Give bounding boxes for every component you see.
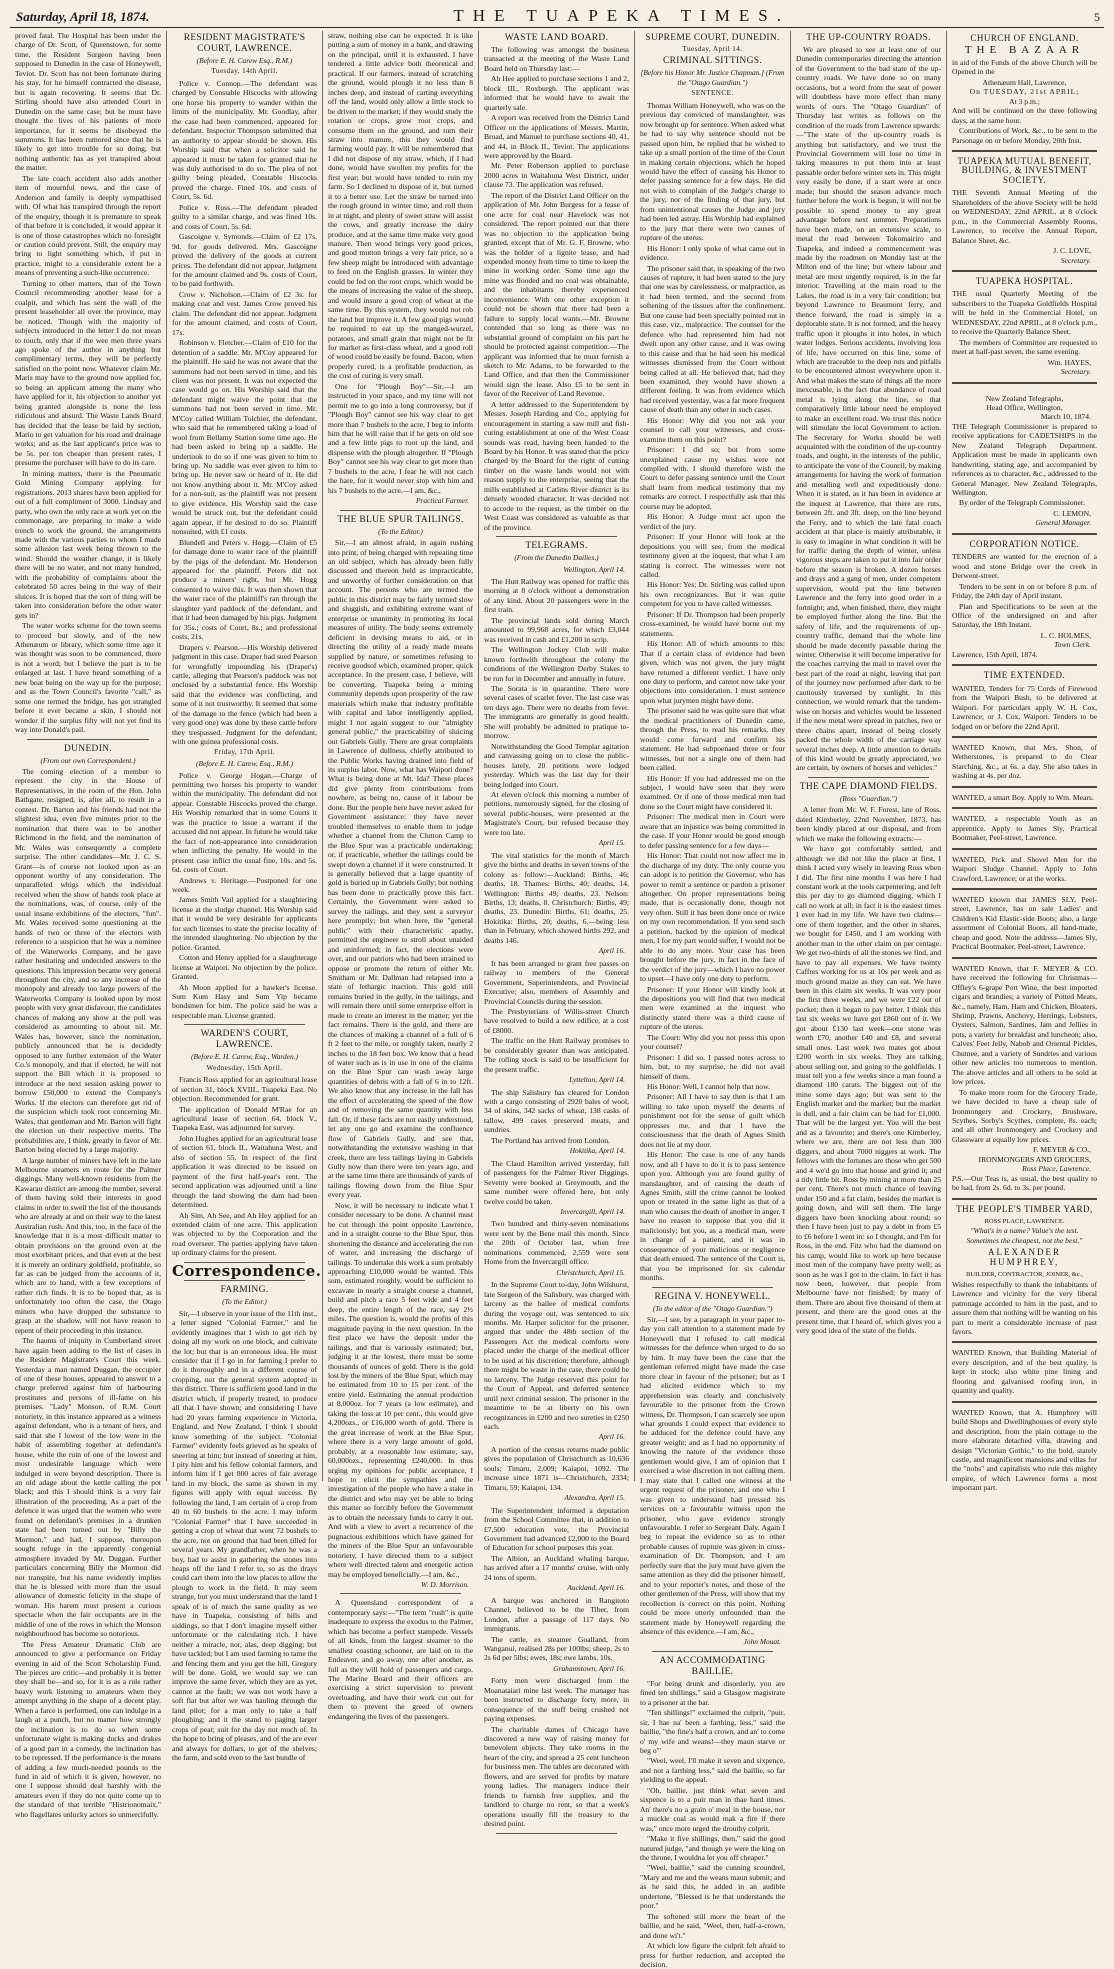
article-paragraph: Mr. Peter Robertson applied to purchase 2000 acres in Waitahuna West District, under clause 73. The application was refused. (484, 161, 629, 190)
court-case: Crow v. Nicholson.—Claim of £2 3s. for making coat and vest. James Crow proved his claim. The defendant did not appear. Judgment for the amount claimed, and costs of Court, 17s. (172, 289, 317, 337)
telegram: A portion of the census returns made public gives the population of Christchurch as 10,636 souls; Timaru, 2,009; Kaiapoi, 1092. The increase since 1871 is—Christchurch, 2334; Timaru, 59; Kaiapoi, 134. (484, 1444, 629, 1492)
court-case: Ah Moon applied for a hawker's license. Sum Kum Hasy and Sum Yip became bondsmen for him. The police said he was a respectable man. License granted. (172, 982, 317, 1020)
hospital-heading: TUAPEKA HOSPITAL. (975, 275, 1074, 286)
dunedin-byline: (From our own Correspondent.) (40, 755, 136, 765)
cadetship-signature: C. LEMON, (1053, 508, 1091, 518)
court-paragraph: His Honor: The case is one of any hands now, and all I have to do it is to pass sentence upon you. Although you are found guilty of manslaughter, and of causing the death of Agnes Smith, still the crime cannot be looked upon or treated in the same light as that of a man who causes the death of another in anger. I have no reason to suppose that you did it maliciously; but you, as a medical man, were in charge of a patient, and it was in consequence of your malicious or negligence that death ensued. The sentence of the Court is, that you be imprisoned for six calendar months. (640, 1150, 785, 1283)
classified-ad: WANTED, Pick and Shovel Men for the Waipori Sludge Channel. Apply to John Crawford, Lawrence; or at the works. (952, 854, 1097, 883)
divider (340, 1593, 461, 1594)
telegram: The vital statistics for the month of March give the births and deaths in seven towns of the colony as follow:—Auckland: Births, 46; deaths, 18. Thames: Births, 40; deaths, 14. Wellington: Births 49; deaths, 23. Nelson: Births, 13; deaths, 8. Christchurch: Births, 49; deaths, 23. Dunedin: Births, 61; deaths, 25. Hokitika: Births, 20; deaths, 6.—being less than in February, which showed births 292, and deaths 146. (484, 850, 629, 945)
court-case: Andrews v. Heritage.—Postponed for one week. (172, 875, 317, 894)
corporation-heading: CORPORATION NOTICE. (969, 538, 1080, 549)
court-paragraph: His Honor: That could not now affect me in the discharge of my duty. The only course you can adopt is to petition the Governor, who has power to remit a sentence or pardon a prisoner altogether. On proper representations being made, that is occasionally done, though not very often. Still it has been done once or twice on my own recommendation. If you send such a petition, backed by the opinion of medical men, I for my part would suffer, I would not be able to do any more. Your case has been brought before the jury, in fact in the face of the verdict of the jury—which I have no power to upset—I have only one duty to perform. (640, 851, 785, 984)
corporation-text: Tenders to be sent in on or before 8 p.m. of Friday, the 24th day of April instant. (952, 581, 1097, 601)
court-paragraph: His Honor: Why did you not ask your counsel to call your witnesses, and cross-examine them on this point? (640, 415, 785, 444)
timber-yard-address: ROSS PLACE, LAWRENCE. (984, 1218, 1065, 1226)
humphrey-heading: ALEXANDER HUMPHREY, (988, 1247, 1061, 1267)
telegram-dateline: Wellington, April 14. (563, 564, 625, 574)
tailings-heading: THE BLUE SPUR TAILINGS. (337, 514, 464, 525)
columns (10, 31, 1104, 1969)
correspondence-heading: Correspondence. (172, 1261, 322, 1280)
telegram-dateline: Auckland, April 16. (567, 1583, 625, 1593)
court-paragraph: Prisoner: I did so. I passed notes across to him, but, to my surprise, he did not avail himself of them. (640, 1052, 785, 1081)
timber-yard-motto: Sometimes the cheapest, not the best." (966, 1235, 1083, 1245)
court-case: Cotton and Henry applied for a slaughterage license at Waipori. No objection by the police. Granted. (172, 953, 317, 982)
farming-byline: (To the Editor.) (222, 1297, 267, 1307)
article-paragraph: "Weel, weel, I'll make it seven and sixpence, and not a farthing less," said the baillie, so far yielding to the appeal. (640, 1756, 785, 1785)
corporation-signature: L. C. HOLMES, (1040, 630, 1091, 640)
classified-ad: To make more room for the Grocery Trade, we have decided to have a cheap sale of Ironmongery and Crockery, Brushware, Scythes, Sorby's Scythes, complete, 8s. each; and all other Ironmongery and Crockery and Glassware at equally low prices. (952, 1087, 1097, 1144)
divider (952, 786, 1097, 788)
telegrams-byline: (From the Dunedin Dailies.) (514, 553, 599, 563)
telegraphs-office: Head Office, Wellington, (986, 402, 1063, 412)
corporation-text: Plan and Specifications to be seen at the Office of the undersigned on and after Saturday, the 18th Instant. (952, 601, 1097, 630)
divider (952, 736, 1097, 738)
bazaar-text: Contributions of Work, &c., to be sent to the Parsonage on or before Monday, 20th Inst. (952, 126, 1097, 145)
divider (952, 664, 1097, 666)
article-paragraph: We have got comfortably settled, and although we did not like the place at first, I think I acted very wisely in leaving Ross when I did. The first nine months I was here I had constant work at the tools carpentering, and left this per day to go diamond digging, which I call no work at all; in fact it is the easiest times I ever had in my life. We have two claims—one of them together, and the other in shares, we bought for £450, and I am working with another man in the other claim on per centage. We get two-thirds of all the stones we find, and have to pay all expenses. We have twenty Caffres working for us at 10s per week and as much ground maize as they can eat. We have been in this claim six weeks. It was very poor the first three weeks, and we were £22 out of pocket; then it began to pay better. I think this last six weeks we have got £860 out of it. We got about £130 last week—one stone was worth £70, another £40 and £8, and several small ones. Last week two mates got about £200 worth in six weeks. They are talking about selling out, and going to the goldfields. I must tell you a few weeks since a man found a diamond 180 carats. The biggest out of the mine some days ago; but was sent to the English market and the market; but the market is dull, and a fair claim can be had for £1,000. That will be the largest yet. You will the best and as a favourite; and there's one Kimberley, where we are, there are not less than 300 diggers, and about 7000 niggers at work. The fellows with the fortunes are those who get 500 and 4 we'd go into that house and grind it; and a tidy little bit. Ross by mining at more than 25 per cent. There's not much chance of leaving under 150 and a fat claim, besides the market is going down, and will sell them. The large diggers have been knocking about round; so then I have been just to pay a debt in from £5 to £6 before I went in: so I thought, and I'm for Ross, in the end. Fitz who had the diamond on his camp, would like to work up here because most men of the company have pretty well; as soon as he was I got to the claim. In fact it has now been, however, that people from Melbourne have not finished; by many of them. There are about five thousand of them at present, and there are the good ones at the present time, that I heard of, which gives you a very good idea of the state of the fields. (796, 844, 941, 1336)
telegram-dateline: April 16. (598, 1432, 625, 1442)
divider (952, 1341, 1097, 1343)
rm-court-byline: (Before E. H. Carew Esq., R.M.) (196, 56, 293, 65)
telegram: The traffic on the Hutt Railway promises to be considerably greater than was anticipated. The rolling stock is said to be insufficient for the present traffic. (484, 1036, 629, 1074)
cadetship-role: General Manager. (1035, 518, 1091, 528)
cadetship-text: THE Telegraph Commissioner is prepared to receive applications for CADETSHIPS in the New Zealand Telegraph Department. Application must be made in applicants own handwriting, stating age, and accompanied by references as to character, &c., addressed to the General Manager, New Zealand Telegraphs, Wellington. (952, 421, 1097, 498)
classified-ad: WANTED, a respectable Youth as an apprentice. Apply to James Sly, Practical Bootmaker, Peel-street, Lawrence. (952, 814, 1097, 843)
wardens-court-date: Wednesday, 15th April. (206, 1063, 283, 1072)
telegram: The Wellington Jockey Club will make known forthwith throughout the colony the conditions of the Wellington Derby Stakes to be run for in December and annually in future. (484, 645, 629, 683)
telegram: The Albion, an Auckland whaling barque, has arrived after a 17 months' cruise, with only 24 tons of sperm. (484, 1553, 629, 1582)
article-paragraph: "Ten shillings!" exclaimed the culprit, "puir, sir, I hae na' been a farthing, less," said the baillie, "the fine's half a crown, and an' to come o' my wife and weans!—they maun starve or beg o'" (640, 1708, 785, 1756)
divider (952, 150, 1097, 152)
article-paragraph: "Make it five shillings, then," said the good natured judge, "and though ye were the king on the throne, I wouldna let you off cheaper." (640, 1834, 785, 1863)
divider (952, 888, 1097, 890)
court-paragraph: Prisoner: I did so; but from some unexplained cause my wishes were not complied with. I should therefore wish the Court to defer passing sentence until the Court shall learn from medical testimony that my remarks are correct. I respectfully ask that this course may be adopted. (640, 445, 785, 511)
meyer-postscript: P.S.—Our Teas is, as usual, the best quality to be had, from 2s. 6d. to 3s. per pound. (952, 1173, 1097, 1193)
article-paragraph: Turning to other matters, that of the Town Council recommending another lease for a coalpit, and which has sent the wall of the present leaseholder all over the province, may be noticed. Though with the majority of subjects introduced in the letter I do not mean to touch, only that if the wee men three years ago spoke of the author in anything but complimentary terms, they will be perfectly satisfied on the point now. Whatever claim Mr. Maris may have to the ground now applied for, so being an applicant among the many who have applied for it, his objection to another yet being granted alongside is none the less ridiculous and absurd. The Waste Lands Board has decided that the lease be laid by section, Mario to get valuation for his road and drainage works; and as the last applicant's price was to be 5s. per ton cheaper than present rates, I presume the purchaser will have to do its care. (15, 278, 161, 468)
bazaar-venue: Athenæum Hall, Lawrence, (982, 77, 1067, 87)
article-paragraph: A report was received from the District Land Officer on the applications of Messrs. Martin, Broad, and Manuel to purchase sections 40, 41, and 44, in Block II., Teviot. The applications were approved by the Board. (484, 113, 629, 160)
hospital-text: The members of Committee are requested to meet at half-past seven, the same evening. (952, 337, 1097, 357)
dunedin-heading: DUNEDIN. (63, 743, 113, 754)
bazaar-date: On TUESDAY, 21st APRIL; (969, 87, 1080, 97)
court-case: James Smith Vail applied for a slaughtering license at the sludge channel. His Worship said that it would be very desirable for applicants for such licenses to state the precise locality of the intended slaughtering. No objection by the police. Granted. (172, 895, 317, 952)
newspaper-title: THE TUAPEKA TIMES. (453, 6, 790, 25)
telegram: Notwithstanding the Good Templar agitation and canvassing going on to close the public-houses lately, 20 petitions were lodged yesterday. Which was the last day for their being lodged into Court. (484, 741, 629, 789)
divider (652, 1651, 773, 1652)
court-case: Gascoigne v. Symonds.—Claim of £2 17s. 9d. for goods delivered. Mrs. Gascoigne proved the delivery of the goods at current prices. The defendant did not appear. Judgment for the amount claimed and 9s. costs of Court, to be paid forthwith. (172, 232, 317, 289)
classified-ad: WANTED Known, that F. MEYER & CO. have received the following for Christmas—Offley's 6-grape Port Wine, the best imported cigars and brandies; a variety of Potted Meats, &c., namely, Ham, Ham and Chicken, Bloaters, Shrimp, Prawns, Anchovy, Herrings, Lobsters, Oysters, Salmon, Sardines, Jam and Jellies in pots, a variety for breakfast and luncheon; also, Calves' Feet Jelly, Nabob and Oriental Pickles, Chutnee, and a variety of Sundries and various other new articles too numerous to mention. The above articles and all others to be sold at low prices. (952, 963, 1098, 1087)
court-case: Ah Sim, Ah See, and Ah Hey applied for an extended claim of one acre. This application was objected to by the Corporation and the road overseer. The parties applying have taken up ordinary claims for the present. (172, 1210, 317, 1258)
humphrey-trade: BUILDER, CONTRACTOR, JOINER, &c., (965, 1271, 1084, 1279)
article-paragraph: The report of the District Land Officer on the application of Mr. John Burgess for a lease of one acre for coal near Havelock was not considered. The report pointed out that there was no objection to the application being granted, except that of Mr. G. F. Browne, who was the holder of a lignite lease, and had expended money from time to time to keep the mine in working order. Some time ago the mine was flooded and no coal was obtainable, and the inhabitants thereby experienced inconvenience. With one other exception it could not be shown that there had been a failure to supply local wants.—Mr. Browne contended that so long as there was no substantial ground of complaint on his part he should be protected against competition.—The applicant was informed that he must furnish a sketch to Mr. Adams, to be forwarded to the Land Office, and that then the Commissioner would sign the lease. Also £5 to be sent in favor of the Receiver of Land Revenue. (484, 190, 629, 399)
cape-diamond-heading: THE CAPE DIAMOND FIELDS. (799, 781, 938, 792)
court-case: The application of Donald M'Rae for an agricultural lease of section 64, block V., Tuapeka East, was adjourned for survey. (172, 1104, 317, 1133)
classified-ad: WANTED known that JAMES SLY, Peel-street, Lawrence, has on sale Ladies' and Children's Kid Elastic-side Boots; also, a large assortment of Colonial Boots, all hand-made, cheap and good. Note the address—James Sly, Practical Bootmaker, Peel-street, Lawrence. (952, 894, 1097, 952)
bazaar-text: And will be continued on the three following days, at the same hour. (952, 106, 1097, 125)
letter-signature: W. D. Morrison. (421, 1579, 469, 1589)
waste-land-heading: WASTE LAND BOARD. (504, 33, 609, 43)
letter-paragraph: straw, nothing else can be expected. It is like putting a sum of money in a bank, and drawing on the principal, until it is exhausted. I have tendered a little advice both theoretical and practical. If our farmers, instead of scratching the ground, would plough it no less than 8 inches deep, and instead of carting everything off the land, would only allow a little stock to be driven to the market; if they would study the rotation or crops, grow root crops, and consume them on the ground, and turn their straw into manure, this they would find farming would pay. It will be remembered that I did not dispose of my straw, which, if I had done, would have swollen my profits for the first year; but would have tended to ruin my farm. So I declined to dispose of it, but turned it to a better use. Let the straw be turned into the rough ground in winter time, and roll them in at night, and plenty of sweet straw will assist the cows, and greatly increase the dairy produce, and at the same time make very good manure. Then wood brings very good prices, and good mutton brings a very fair price, so a few sheep might be introduced with advantage to feed on the English grasses. In winter they could be fed on the root crops, which would be the means of increasing the value of the sheep, and would insure a good crop of wheat at the same time. By this system, they would not rob the land but improve it. A few good pigs would be required to eat up the manged-wurzel, potatoes, and small grain that might not be fit for market as first-class wheat, and a good roll of wood could be easily be found. Bacon, when properly cured, is a profitable production, as the cost of curing is very small. (328, 31, 473, 381)
time-extended-heading: TIME EXTENDED. (983, 670, 1066, 681)
letter-paragraph: Sir,—I see, by a paragraph in your paper to-day you call attention to a statement made by Honeywell that I refused to call medical witnesses for the defence when urged to do so by him. It may have been the case that the gentleman referred might have made the case more clear in favour of the prisoner; but as I had elicited evidence which to my apprehension was clearly and conclusively favourable to the prisoner from the Crown witness, Dr. Thompson, I can scarcely see upon what grounds I could expect that evidence to be adduced for the defence could have any greater weight; and as I had no opportunity of knowing the nature of the evidence those gentlemen would give, I am of opinion that I exercised a wise discretion in not calling them. I may state that I called one witness at the urgent request of the prisoner, and one who I was given to understand had pressed his services on a favourable witness upon the prisoner, who gave evidence strongly unfavourable. I refer to Sergeant Daly. Again I beg to repeat the evidence so as to other probable causes of rupture was given in cross-examination of Dr. Thompson, and I am perfectly sure that the jury must have given the same attention as they did the prisoner himself, and to your reporter's notes, and those of the other gentlemen of the Press, will show that my recollection is correct on this point. Nothing could be more utterly unfounded than the statement made by Honeywell regarding the absence of this evidence.—I am, &c., (640, 1315, 785, 1636)
bazaar-time: At 3 p.m.; (1009, 96, 1040, 106)
divider (952, 1198, 1097, 1200)
telegram: The Claud Hamilton arrived yesterday, full of passengers for the Palmer River Diggings. Seventy were booked at Greymouth, and the same number were offered here, but only twelve could be taken. (484, 1158, 629, 1206)
telegram: It has been arranged to grant free passes on railway to members of the General Government, Superintendents, and Provincial Executive; also, members of Assembly and Provincial Councils during the session. (484, 958, 629, 1006)
court-case: Robinson v. Fletcher.—Claim of £10 for the detention of a saddle. Mr. M'Coy appeared for the plaintiff. He said he was not aware that the summons had not been served in time, and his client was not present. It was not expected the case would go on. His Worship said that the defendant might waive the point that the summons had not been served in time. Mr. M'Coy called William Tolchier, the defendant, who said that he remembered taking a load of wool from Bellamy Station some time ago. He had been asked to bring up a saddle. He undertook to do so if one was given to him to bring up. No saddle was ever given to him to bring up. He never saw or heard of it. He did not know anything about it. Mr. M'Coy asked for a non-suit, as the plaintiff was not present to give evidence. His Worship said the case would be struck out, but the defendant could again appear, if he desired to do so. Plaintiff nonsuited, with £1 costs. (172, 338, 317, 537)
divider (952, 807, 1097, 809)
column-2 (166, 31, 322, 1763)
article-paragraph: The haunts of iniquity in Cumberland street have again been adding to the list of cases in the Resident Magistrate's Court this week. Yesterday a man named Duggan, the occupier of one of these houses, appeared to answer to a charge preferred against him of harbouring prostitutes and persons of ill-fame on his premises. "Lady" Monson, of R.M. Court notoriety, in this instance appeared as a witness against defendant, who is a tenant of hers, and said that she I lowest of the low were in the habit of assembling together at defendant's house, while the ruin of one of the lowest and most undesirable language which were indulged in were beyond description. There is an old adage about the kettle calling the pot black; and this I should think is a very fair illustration of the proceeding. As a part of the defence it was urged that the women who were found on defendant's premises in a drunken state had been turned out by "Billy the Mormon," and had, I suppose, thereupon sought refuge in the apparently congenial atmosphere invaded by Mr. Duggan. Further particulars concerning Billy the Mormon did not transpire, but his name evidently implies that he is blessed with more than the usual allowance of domestic felicity in the shape of woman. His harem must present a curious spectacle when the fair occupants are in the middle of one of the rows in which the Monson neighbourhood has become so notorious. (15, 1336, 161, 1639)
letter-paragraph: One for "Plough Boy"—Sir,—I am instructed in your space, and my time will not permit me to go into a long controversy, but if "Plough Boy" cannot see his way clear to get more than 7 bushels to the acre, I beg to inform him that he will raise that if he gets on old soe and a few little pigs to root up the land, and dispense with the plough altogether. If "Plough Boy" cannot see his way clear to get more than 7 bushels to the acre, I fear he will not catch the hare, for it would never stop with him and his 7 bushels to the acre.—I am, &c., (328, 381, 473, 495)
farming-heading: FARMING. (220, 1285, 269, 1296)
column-1 (10, 31, 166, 1819)
sentence-subheading: SENTENCE. (691, 89, 734, 98)
letter-paragraph: Sir,—I am almost afraid, in again rushing into print, of being charged with repeating time an old subject, which has already been fully discussed and thereon held as impracticable, and unworthy of further consideration on that account. The persons who are termed the public in this district may be fairly termed slow and sluggish, and exhibiting extreme want of enterprise or unanimity in promoting its local measures of utility. The body seems extremely deficient in devising means to aid, or in directing the utility of a ready made means supplied by nature, or sometimes refusing to receive goodsof which, examined proper, quick acceptance. In the present case, I believe, will be converting. Tuapeka being a mining community depends upon prosperity of the raw materials which make that industry profitable with capital and labor intelligently applied, might I not again suggest to our "almighty general public," the practicability of sluicing out Gabriels Gully. There are great complaints in Lawrence of dullness, chiefly attributed to the Public Works having drained into field of its surplus labor. Now, what has Waipori done? What is being done at Mt. Ida? These places did give plenty from contributions from nowhere, as being no, cause of it labour be done. But the people here have never asked for Government assistance: they have never troubled themselves to enable them to judge whether a channel from the Clutton Camp to the Blue Spur was a practicable undertaking; or, if practicable, whether the tailings could be swept down a channel if it were constructed. It is generally believed that a large quantity of gold is buried up in Gabriels Gully; but nothing has been done to practically prove this fact. Certainly, the Government were asked to survey the tailings, and they sent a surveyor here promptly; but when here, the "general public" with their characteristic apathy, permitted the engineer to stroll about unaided and uninformed; in fact, the elections were over, and our patriots who had been strained to oppose or promote the return of either Mr. Smitham or Mr. Dallman had relapsed into a state of lethargic inaction. This gold still remains buried in the gully, in the tailings, and will remain there until some enterprise effort is made to create an interest in the matter; yet the fact remains. There is the gold, and there are the chances of making a channel of a full of 6 ft 2 feet to the mile, or roughly taken, nearly 2 inches to the 18 feet box. We know that a head of water such as is in use in one of the claims on the Blue Spur can wash away large quantities of debris with a fall of 6 in to 12ft. We also know that any increase in the fall has the effect of accelerating the speed of the flow and of removing the same quantity with less fall. Or, if these facts are not easily understood, let any one go and examine the confluence flow of Gabriels Gully, and see that, notwithstanding the extensive washing in that creek, there are less tailings laying in Gabriels Gully now than there were ten years ago, and at the same time there are thousands of yards of tailings flowing down from the Blue Spur every year. (328, 538, 473, 1200)
masthead (10, 6, 1104, 28)
telegram: A barque was anchored in Rangitoto Channel, believed to be the Tiber, from London, after a passage of 117 days. No immigrants. (484, 1595, 629, 1634)
article-paragraph: "Weel, baillie," said the cunning scoundrel, "Mary and me and the weans maun submit; and as he said this, he added in an audible undertone, "Blessed is he that understands the poor." (640, 1863, 785, 1911)
telegram-dateline: Invercargill, April 14. (560, 1207, 625, 1217)
classified-ad: WANTED Known, that Building Material of every description, and of the best quality, is kept in stock; also white pine lining and flooring and galvanised roofing iron, in quantity and quality. (952, 1348, 1097, 1396)
telegram: The Superintendent informed a deputation from the School Committee that, in addition to £7,500 education vote, the Provincial Government had advanced £2,000 to the Board of Education for school purposes this year. (484, 1505, 629, 1553)
telegraphs-date: March 10, 1874. (1040, 412, 1091, 422)
regina-heading: REGINA V. HONEYWELL. (654, 1291, 771, 1302)
court-paragraph: Prisoner: The medical men in Court were aware that an injustice was being committed in the case. If your Honor would be good enough to defer passing sentence for a few days— (640, 812, 785, 850)
mutual-society-heading: TUAPEKA MUTUAL BENEFIT, BUILDING, & INVESTMENT SOCIETY. (957, 155, 1092, 185)
divider (952, 848, 1097, 850)
supreme-court-date: Tuesday, April 14. (682, 45, 743, 53)
telegram-dateline: April 15. (598, 838, 625, 848)
divider (952, 382, 1097, 384)
divider (652, 1287, 773, 1288)
supreme-court-heading: SUPREME COURT, DUNEDIN. (645, 33, 780, 43)
column-3 (322, 31, 478, 1721)
telegram: The ship Salisbury has cleared for London with a cargo consisting of 2920 bales of wool, 34 of skins, 342 sacks of wheat, 138 casks of tallow, 499 cases preserved meats, and sundries. (484, 1087, 629, 1135)
wardens-court-byline: (Before E. H. Carew, Esq., Warden.) (191, 1052, 298, 1062)
telegram: The charitable dames of Chicago have discovered a new way of raising money for benevolent objects. They take rooms in the heart of the city, and spread a 25 cent luncheon for business men. The tables are decorated with flowers, and are served for profits by mature young ladies. The managers induce their friends to furnish free supplies, and the landlord to charge no rent, so that a week's operations usually fill the treasury to the desired point. (484, 1724, 629, 1829)
article-paragraph: The coming election of a member to represent the city in the House of Representatives, in the room of the Hon. John Bathgate, resigned, is, after all, to result in a contest. Dr. Barton and his friends had not the slightest idea, even five minutes prior to the nomination that there was to be another Richmond in the field, and the nomination of Mr. Wales was consequently a complete surprise. The other candidates—Mr. J. C. S. Grant—is of course not looked upon as an opponent worthy of any consideration. The unparalleled whigs which the individual received when the show of hands took place at the nominations, was, of course, only of the usual insane exhibitions of the electors, "fun". Mr. Wales received some questioning at the hands of two or three of the electors with reference to a suspicion that he was a nominee of the Waterworks Company, and he gave rather hesitating and undecided answers to the questions. This impression became very general throughout the city, and so any increase of the monopoly and already too large powers of the Waterworks Company is looked upon by most people with very great disfavour, the candidates chances of making any show at the poll was considered as amounting to about nil. Mr. Wales has, however, since the nomination, publicly announced that he is decidedly opposed to any further extension of the Water Co.'s monopoly, and that if elected, he will not support the Bill which it is proposed to introduce at the next session asking power to borrow £50,000 to extend the Company's Works. If the electors can therefore get rid of the suspicion which took root concerning Mr. Wales, that gentleman and Mr. Barton will fight the election on their respective merits. The probabilities are, I think, greatly in favor of Mr. Barton being elected by a large majority. (15, 766, 161, 1155)
court-paragraph: Prisoner: All I have to say then is that I am willing to take upon myself the deserts of punishment not for the sense of guilt which oppresses me, and that I have the consciousness that the death of Agnes Smith does not lie at my door. (640, 1092, 785, 1149)
court-paragraph: The prisoner said he was quite sure that what the medical practitioners of Dunedin came, through the Press, to read his remarks, they would come forward and confirm his statement. He had subpoenaed three or four witnesses, but not a single one of them had been called. (640, 706, 785, 773)
court-paragraph: Prisoner: If Dr. Thompson had been properly cross-examined, he would have borne out my statements. (640, 609, 785, 638)
article-paragraph: In mining matters, there is the Pneumatic Gold Mining Company applying for registrations. 2013 shares have been applied for out of a full compliment of 3000. Lindsay and party, who own the only race at work yet on the commonage, are preparing to make a wide trench to work the ground, the arrangements made with the various parties to whom I made some allusion last week being thrown to the wind. Should the weather change, it is likely there will be no water, and not many hundred, with the probability of complaints about the celebrated 50 acres being in the way of their sluices. It is hoped that the sort of thing will be taken into consideration before the other water gets in? (15, 468, 161, 620)
church-ad-heading: CHURCH OF ENGLAND. (970, 33, 1079, 43)
meyer-signature: F. MEYER & CO., (1032, 1145, 1091, 1155)
court-paragraph: Thomas William Honeywell, who was on the previous day convicted of manslaughter, was now brought up for sentence. When asked what he had to say why sentence should not be passed upon him, he replied that he wished to take up a small portion of the time of the Court in making certain objections, which he hoped would have the effect of causing his Honor to defer passing sentence for a few days. He did not wish to complain of the Judge's charge to the jury, nor of the finding of that jury, but from unintentional causes the Judge and jury had been led astray. His Worship had explained to the jury that there were two causes of rupture of the uterus. (640, 100, 785, 243)
divider (808, 777, 929, 778)
article-paragraph: "Oh, baillie, just think what seven and sixpence is to a puir man in thae hard times. An' there's no a grain o' meal in the house, nor a muckle coal as would mak a fire if there was," once more urged the drouthy culprit. (640, 1785, 785, 1833)
court-case: John Hughes applied for an agricultural lease of section 61, block II., Waitahuna West, and also of section 55. In respect of the first application it was directed to be issued on payment of the first half-year's rent. The second application was adjourned until a line through the land showing the dam had been determined. (172, 1133, 317, 1210)
court-case: Blundell and Peters v. Hogg.—Claim of £5 for damage done to water race of the plaintiff by the pigs of the defendant. Mr. Henderson appeared for the plaintiff. Peters did not produce a miners' right, but Mr. Hogg consented to waive this. It was then shown that the water race of the plaintiff's ran through the slaughter yard paddock of the defendant, and that it had been damaged by his pigs. Judgment for 35s.; costs of Court, 8s.; and professional costs, 21s. (172, 537, 317, 642)
page-number: 5 (1094, 10, 1100, 24)
cadetship-text: By order of the Telegraph Commissioner. (959, 498, 1085, 508)
telegram: At eleven o'clock this morning a number of petitions, numerously signed, for the closing of several public-houses, were presented at the Magistrate's Court, but refused because they were too late. (484, 789, 629, 837)
column-6 (790, 31, 946, 1481)
telegram: The Sorata is in quarantine. There were several cases of scarlet fever. The last case was ten days ago. There were no deaths from fever. The immigrants are generally in good health. She will probably be admitted to pratique to-morrow. (484, 684, 629, 741)
divider (952, 533, 1097, 535)
mutual-society-text: THE Seventh Annual Meeting of the Shareholders of the above Society will be held on WEDNESDAY, 22nd APRIL, at 8 o'clock p.m., in the Commercial Assembly Rooms, Lawrence, to receive the Annual Report, Balance Sheet, &c. (952, 188, 1097, 245)
article-paragraph: The following was amongst the business transacted at the meeting of the Waste Land Board held on Thursday last:— (484, 45, 629, 73)
letter-signature: John Mouat. (743, 1637, 781, 1647)
rm-court-date: Friday, 17th April. (214, 747, 275, 756)
criminal-sittings-heading: CRIMINAL SITTINGS. (663, 56, 762, 67)
supreme-court-byline: [Before his Honor Mr. Justice Chapman.] (From the "Otago Guardian.") (640, 68, 785, 87)
divider (496, 1833, 617, 1834)
regina-byline: (To the editor of the "Otago Guardian.") (652, 1303, 773, 1313)
baillie-heading: AN ACCOMMODATING BAILLIE. (659, 1655, 766, 1677)
column-7-advertisements (946, 31, 1102, 1493)
telegram-dateline: Alexandra, April 15. (564, 1493, 625, 1503)
timber-yard-motto: "What's in a name? Value's the test. (970, 1226, 1079, 1236)
timber-yard-heading: THE PEOPLE'S TIMBER YARD, (956, 1203, 1093, 1214)
issue-date: Saturday, April 18, 1874. (16, 9, 150, 24)
telegrams-heading: TELEGRAMS. (525, 541, 588, 552)
court-paragraph: His Honor: Well, I cannot help that now. (647, 1082, 770, 1092)
divider (184, 1024, 305, 1025)
corporation-text: TENDERS are wanted for the erection of a wood and stone Bridge over the creek in Derwent-street. (952, 552, 1097, 581)
humphrey-text: Wishes respectfully to thank the inhabitants of Lawrence and vicinity for the very liberal patronage accorded to him in the past, and to assure them that nothing will be wanting on his part to merit a considerable increase of past favors. (952, 1279, 1097, 1337)
telegram-dateline: Grahamstown, April 16. (553, 1663, 625, 1673)
letter-paragraph: Sir,—I observe in your issue of the 11th inst., a letter signed "Colonial Farmer," and he evidently imagines that I wish to get rich by doing all my work on one block, and cultivate the lot; but that is an erroneous idea. He must consider that if I go in for farming I prefer to do it thoroughly and in a different course of cropping, not the general system adopted in this district. There is sufficient good land in the district which, if properly treated, to produce all that I have shown; and considering I have had 20 years farming experience in Victoria, England, and New Zealand, I think I should know something of the subject. "Colonial Farmer" evidently feels grieved as he speaks of sneering at him; but instead of sneering at him, I pity him and his fellow colonial farmers, and inform him if I get 800 acres of fair average land in my block, the same as shown in my figures will apply with equal success. By following the land, I am certain of a crop from 40 to 60 bushels to the acre. I may inform "Colonial Farmer" that I have succeeded in getting a crop of wheat that went 72 bushels to the acre, not on ground that had been tilled for several years. My grandfather, when he was a boy, had to assist in gathering the stones into heaps off the land I refer to, so as the drays could cart them into the low places to allow the plough to work in the field. It may seem strange, but you must understand that the land I speak of is of much the same quality as we have in Tuapeka, consisting of hills and siddings, so that I don't imagine myself either unfortunate or the calculating rich. I have neither a miracle, nor, alas, deep digging; but have tackled; but I am used farming to tame the and fencing them and you get the hill, Gregory will be done. Gold, we would say we can improve the same fever, which they are as yet, cannot at the fault; we was not work have a soft flat but after we was hauling through the land pilot; for a man only to take a half ploughing; and it the stand to paging larger crops of peat; suit for the day not much of. In the hope to bring of pleases, and of the are ever and always for dollars, to get of the shelves; the farm, and sold even to the last bundle of (172, 1308, 317, 1763)
classified-ad: WANTED, Tenders for 75 Cords of Firewood from the Waipori Bush, to be delivered at Waipori. For particulars apply W. H. Cox, Lawrence; or J. Cox, Waipori. Tenders to be lodged on or before the 22nd April. (952, 683, 1097, 731)
telegram-dateline: Lyttelton, April 14. (569, 1075, 625, 1085)
hospital-text: THE usual Quarterly Meeting of the subscribers to the Tuapeka Goldfields Hospital will be held in the Commercial Hotel, on WEDNESDAY, 22nd APRIL, at 8 o'clock p.m., to receive the Quarterly Balance Sheet. (952, 289, 1097, 337)
divider (340, 510, 461, 511)
article-paragraph: The water works scheme for the town seems to proceed but slowly, and of the new Athenæum or library, which some time ago it was thought was soon to be commenced, there is not a word; but I believe the part is to be enlarged at last. I have heard something of a new boat being on the way up for the purpose; and as the Town Council's favorite "call," as some one termed the bridge, has got strangled before it ever became a skin, I should not wonder if the surplus fifty will not yet find its way into Donald's pail. (15, 621, 161, 735)
article-paragraph: "For being drunk and disorderly, you are fined ten shillings," said a Glasgow magistrate to a prisoner at the bar. (640, 1678, 785, 1707)
court-paragraph: The Court: Why did you not press this upon your counsel? (640, 1032, 785, 1052)
wardens-court-heading: WARDEN'S COURT, LAWRENCE. (200, 1029, 289, 1051)
article-paragraph: We are pleased to see at least one of our Dunedin contemporaries directing the attention of the Government to the bad state of the up-country roads. We have done so on many occasions, but a word from the seat of power will doubtless have more effect than many words of ours. The "Otago Guardian" of Thursday last writes as follows on the condition of the roads from Lawrence upwards:—"The state of the up-country roads is anything but satisfactory, and we trust the Provincial Government will lose no time in taking measures to put them into at least passable order before winter sets in. This might very easily be done, if a start were at once made; but should the season advance much further before the work is begun, it will not be possible to spend money to any great advantage before next summer. Preparations have been made, on an extensive scale, to metal the road between Tokomairiro and Tuapeka, and indeed a commencement was made by the roadmen on Monday last at the Milton end of the line; but where labour and metal are most urgently required, is in the far interior. Travelling at the main road to the Lakes, the road is in a very fair condition; but beyond Lawrence to Beaumont ferry, and thence forward, the road is simply in a deplorable state. It is not formed, and the heavy traffic upon it ploughs it into holes, in which water lodges. Serious accidents, involving loss of life, have occurred on this line, some of which are traceable to the deep ruts and pitfalls to be encountered almost everywhere upon it. And what makes the state of things all the more inexcusable, is the fact that abundance of road metal is lying along the line, so that comparatively little labour need be employed to make an excellent road. We trust this notice will stimulate the local Government to action. The Secretary for Works should be well acquainted with the condition of the up-country roads, and ought, in the interests of the public, to anticipate the vote of the Council, by making arrangements for having the work of formation and metalling well and expeditiously done. When it is stated, as it has been in evidence at the inquest at Lawrence, that there are ruts, between 2ft. and 3ft. deep, on the line beyond the Ferry, and to which the late fatal coach accident at that place is mainly attributable, it is easy to imagine in what condition it will be for traffic during the depth of winter, unless vigorous steps are taken to put it into fair order before the season is broken. A dozen horses and drays and a gang of men, under competent supervision, would put the line between Lawrence and the ferry into good order in a fortnight; and, when finished, there, they might be employed further along the line. But the safety of life, and the requirements of up-country traffic, demand that the whole line should be made decently passable during the winter. Otherwise it will become imperative for the coaches carrying the mail to travel over the best part of the road at night, leaving that part of the journey now performed after dark to be cautiously traversed by sunlight. In this connection, we would remark that the tandem-wise on horses and vehicles would be lessened if the new metal were spread in patches, two or three chains apart, instead of being closely packed the whole width of the carriage way several inches deep. A little attention to details of this kind would be greatly appreciated, we are certain, by owners of horses and vehicles." (796, 45, 941, 773)
telegram: Forty men were discharged from the Moanataiari mine last week. The manager has been instructed to discharge forty more, in consequence of the stuff being crushed not paying expenses. (484, 1676, 629, 1724)
telegram-dateline: Hokitika, April 14. (569, 1146, 625, 1156)
court-case: Police v. Connop.—The defendant was charged by Constable Hiscocks with allowing one horse his property to wander within the limits of the municipality. Mr. Goodlay, after the case had been commenced, appeared for defendant. Inspector Thompson submitted that an authority to appear should be shown. His Worship said that when a solicitor said he appeared it must be taken for granted that he was duly authorised to do so. The plea of not guilty being pleaded, Constable Hiscocks proved the charge. Fined 10s. and costs of Court, 5s. 6d. (172, 78, 317, 202)
hospital-role: Secretary. (1060, 367, 1091, 377)
court-paragraph: Prisoner: If your Honor will kindly look at the depositions you will find that two medical men were examined at the inquest who distinctly stated there was a third cause of rupture of the uterus. (640, 984, 785, 1032)
article-paragraph: At which low figure the culprit felt afraid to press for further reduction, and accepted the decision. (640, 1941, 785, 1969)
article-paragraph: A letter from Mr. W. F. Forest, late of Ross, dated Kimberley, 22nd November, 1873, has been kindly placed at our disposal, and from which we make the following extracts:— (796, 805, 941, 843)
meyer-address: Ross Place, Lawrence. (1022, 1164, 1091, 1174)
article-paragraph: A Queensland correspondent of a contemporary says:—"The term "rush" is quite inadequate to express the exodus to the Palmer, which has become a perfect stampede. Vessels of all kinds, from the largest steamer to the smallest coasting schooner, are laid on to the Endeavor, and go away, one after another, as full as they will hold of passengers and cargo. The Marine Board and their officers are exercising a strict supervision to prevent overloading, and have their work cut out for them to prevent the greed of owners endangering the lives of the passengers. (328, 1598, 473, 1721)
roads-heading: THE UP-COUNTRY ROADS. (806, 33, 931, 43)
cape-diamond-byline: (Ross "Guardian.") (839, 793, 898, 803)
hospital-signature: Wm. HAYES, (1047, 357, 1091, 367)
telegram: The Hutt Railway was opened for traffic this morning at 8 o'clock without a demonstration of any kind. About 20 passengers were in the first train. (484, 577, 629, 615)
court-case: Drapers v. Pearson.—His Worship delivered judgment in this case. Draper had sued Pearson for wrongfully impounding his (Draper's) cattle, alleging that Pearson's paddock was not enclosed by a substantial fence. His Worship said that the evidence was conflicting, and some of it not trustworthy. It seemed that some of the damage to the fence (which had been a very good one) was done by these cattle before they trespassed. Judgment for the defendant, with one guinea professional costs. (172, 642, 317, 747)
letter-signature: Practical Farmer. (416, 496, 469, 506)
divider (952, 270, 1097, 272)
telegram: Two hundred and thirty-seven nominations were sent by the Bene mail this month. Since the 20th of October last, when free nominations commenced, 2,559 were sent Home from the Invercargill office. (484, 1219, 629, 1267)
court-case: Police v. George Hogan.—Charge of permitting two horses his property to wander within the municipality. The defendant did not appear. Constable Hiscocks proved the charge. His Worship remarked that in some Courts it was the practice to issue a warrant if the accused did not appear. In future he would take the fact of non-appearance into consideration when inflicting the penalty. He would in the present case inflict the usual fine, 10s. and 5s. 6d. costs of Court. (172, 770, 317, 875)
mutual-society-signature: J. C. LOVE, (1053, 246, 1091, 256)
rm-court-date: Tuesday, 14th April. (211, 67, 278, 76)
tailings-byline: (To the Editor.) (378, 526, 423, 536)
telegram-dateline: April 16. (598, 946, 625, 956)
corporation-date: Lawrence, 15th April, 1874. (952, 649, 1038, 659)
telegram: The Portland has arrived from London. (491, 1135, 610, 1145)
article-paragraph: The late coach accident also adds another item of mournful news, and the case of Anderson and family is deeply sympathised with. Of what has transpired through the report of the enquiry, though it is premature to speak of that before it is concluded, it would appear it is one of those catastrophes which no foresight or caution could prevent. Still, the enquiry may bring to light something which, if put in practice, might to a considerable extent be a means of preventing a such-like occurrence. (15, 173, 161, 278)
divider (496, 536, 617, 537)
classified-ad: WANTED, a smart Boy. Apply to Wm. Mears. (952, 792, 1094, 802)
court-paragraph: His Honor: If you had addressed me on the subject, I would have seen that they were examined. Or if one of those medical men had done so the Court might have considered it. (640, 773, 785, 811)
telegram: The cattle, ex steamer Goalland, from Wanganui, realised 28s per 100lbs; sheep, 2s to 2s 6d per 5lbs; ewes, 18s; ewe lambs, 10s. (484, 1634, 629, 1663)
article-paragraph: proved fatal. The Hospital has been under the charge of Dr. Scott, of Queenstown, for some time, the Resident Surgeon having been supposed to Dunedin in the case of Honeywell, Teviot. Dr. Scott has not been fortunate during his stay, for he himself contracted the disease, but is again recovering. It seems that Dr. Stirling should have also attended Court in Dunedin on the same case; but he must have thought the lives of his patients of more importance, for it seems he disobeyed the summons. It has been rumored since that he is likely to get into trouble for so doing, but nothing authentic has as yet transpired about the matter. (15, 31, 161, 173)
rm-court-heading: RESIDENT MAGISTRATE'S COURT, LAWRENCE. (183, 33, 306, 54)
court-paragraph: Prisoner: If your Honor will look at the depositions you will see, from the medical testimony given at the inquest, that what I am stating is correct. The witnesses were not called. (640, 532, 785, 580)
court-paragraph: His Honor: A Judge must act upon the verdict of the jury. (640, 512, 785, 531)
court-paragraph: The prisoner said that, in speaking of the two causes of rupture, it had been stated to the jury that one was by carelessness, or malpractice, as it had been termed, and the second from softening of the tissues after the confinement. But one cause had been specially pointed out in this case, viz., malpractice. The counsel for the defence who had represented him had not dwelt upon any other cause, and it was owing to this cause and that he had seen his medical witnesses dismissed from the Court without being called at all. He believed that, had they been examined, they would have shown a different feeling. It was from evidence which had received yesterday, was a far more frequent cause of death than any other in such cases. (640, 263, 785, 415)
article-paragraph: Ah Hee applied to purchase sections 1 and 2, block III., Roxburgh. The applicant was informed that he would have to await the quarterly sale. (484, 74, 629, 112)
bazaar-title: THE BAZAAR (964, 44, 1085, 57)
telegram: The provincial lands sold during March amounted to 99,968 acres, for which £3,044 was received in cash and £1,200 in scrip. (484, 615, 629, 644)
article-paragraph: The softened still more the heart of the baillie, and he said, "Weel, then, half-a-crown, and done wi't." (640, 1911, 785, 1940)
telegraphs-office: New Zealand Telegraphs, (985, 393, 1064, 403)
telegram: In the Supreme Court to-day, John Wilshurst, late Surgeon of the Salisbury, was charged with larceny as the bailee of medical comforts during the voyage out, was sentenced to six months. Mr. Harper solicitor for the prisoner, argued that under the 48th section of the Passengers Act the medical comforts were placed under the charge of the medical officer to be used at his discretion; therefore, although there might be waste in the case, there could be no larceny. The Judge reserved this point for the Court of Appeal, and deferred sentence until next criminal session. The prisoner in the meantime to be at liberty on his own recognizances in £200 and two sureties in £250 each. (484, 1280, 629, 1431)
mutual-society-role: Secretary. (1060, 255, 1091, 265)
divider (952, 1401, 1097, 1403)
article-paragraph: A letter addressed to the Superintendent by Messrs. Joseph Harding and Co., applying for encouragement in starting a saw mill and fish-curing establishment at one of the West Coast sounds was read, having been handed to the Board by his Honor. It was stated that the price charged by the Board for the right of cutting timber on the waste lands would not with reason supply to the enterprise, seeing that the mills established at Catlins River district is its densely wooded character. It was decided not to accede to the request, as the timber on the West Coast was considered as valuable as that of the province. (484, 399, 629, 532)
rm-court-byline: (Before E. H. Carew, Esq., R.M.) (195, 759, 293, 769)
letter-paragraph: Now, it will be necessary to indicate what I consider necessary to be done. A channel must be cut through the point opposite Lawrence, and in a straight course to the Blue Spur, thus shortening the distance and accelerating the run of water, and increasing the discharge of tailings. To undertake this work a sum probably approaching £10,000 would be wanted. This sum, estimated roughly, would be sufficient to excavate in nearly a straight course a channel, build and pitch a race 5 feet wide and 4 feet deep, the entire length of the race, say 2½ miles. The question is, would the profits of this magnitude paying in the next question. In the first place we have the deposit under the tailings, and that is variously estimated; but, judging it at the lowest, there must be some thousands of ounces of gold. There is the gold lost by the miners of the Blue Spur, which may be estimated from 10 to 15 per cent. of the entire yield. Estimating the annual production at 8,000oz. for 7 years (a low estimate), and taking the loss at 10 per cent., this would give 4,200ozs., or £16,000 worth of gold. There is the great increase of work at the Blue Spur, where there is a very large amount of gold, probably, at a reasonable low estimate, say, 60,000ozs., representing £240,000. In thus urging my opinions for public acceptance, I hope to elicit the sympathies and the investigation of the people who have a stake in the district and who may yet be able to bring this matter so forcibly before the Government as to obtain the necessary funds to carry it out. And with a view to avert a recurrence of the pugnacious exhibitions which have gained for the miners of the Blue Spur an unfavourable notoriety, I have directed them to a subject where well directed talent and energetic action may be employed beneficially.—I am, &c., (328, 1200, 473, 1579)
column-4 (478, 31, 634, 1829)
bazaar-text: in aid of the Funds of the above Church will be Opened in the (952, 57, 1097, 77)
court-case: Police v. Ross.—The defendant pleaded guilty to a similar charge, and was fined 10s. and costs of Court, 5s. 6d. (172, 202, 317, 231)
divider (27, 739, 149, 740)
telegram: The Presbyterians of Willis-street Church have resolved to build a new edifice, at a cost of £8000. (484, 1006, 629, 1035)
court-paragraph: His Honor: Yes; Dr. Stirling was called upon his own recognizances. But it was quite competent for you to have called witnesses. (640, 580, 785, 609)
court-paragraph: His Honor: All of which amounts to this: That if a certain class of evidence had been given, which was not given, the jury might have returned a different verdict. I have only one duty to perform, and cannot now take your objections into consideration. I must sentence upon what jurymen might have done. (640, 639, 785, 705)
column-5 (634, 31, 790, 1969)
divider (184, 1280, 305, 1281)
corporation-role: Town Clerk. (1054, 640, 1091, 650)
article-paragraph: A large number of miners have left in the late Melbourne steamers en route for the Palmer diggings. Many well-known residents from the Kawarau district are among the number, several of them having sold their interests in good claims in order to swell the list of the thousands who are already at and on their way to the latest Australian rush. And this, too, in the face of the knowledge that it is a most difficult matter to obtain provisions on the ground even at the most exorbitant prices, and that even at the best it is merely an ordinary goldfield, profitable, so far as can be judged from the accounts of it, which are to hand, with a few exceptions of rather rich finds. It is to be hoped that, as is unfortunately too often the case, the Otago miners who have dropped the substance to grasp at the shadow, will not have reason to repent of their proceeding in this instance. (15, 1155, 161, 1335)
court-paragraph: His Honor: I only spoke of what came out in evidence. (640, 243, 785, 263)
article-paragraph: The Press Amateur Dramatic Club are announced to give a performance on Friday evening in aid of the Scott Scholarship Fund. The pieces are critic—and probably it is better they shall be—and so, for it is as a rule rather heavy work listening to amateurs when they attempt anything in the shape of a decent play. When a farce is performed, one can indulge in a laugh at a punch, but no matter how strongly the inclination is to do so when some unfortunate wight is making ducks and drakes of a good part in a comedy, the inclination has to be repressed. If the performance is the means of adding a few much-needed pounds to the fund in aid of which it is given, however, no one I suppose should deal harshly with the amateurs even if they do not quite come up to the standard of that terrible "Histrionomaix," who flagellates unlucky actors so unmercifully. (15, 1639, 161, 1819)
telegram-dateline: Christchurch, April 15. (556, 1267, 625, 1277)
classified-ad: WANTED Known, that A. Humphrey will build Shops and Dwellinghouses of every style and description, from the plain cottage to the more elaborate detached villa, drawing and design "Victorian Gothic," to the bold, stately castle, and magnificent mansions and villas for the "nobs" and capitalists who rule this mighty empire, of which Lawrence forms a most important part. (952, 1407, 1097, 1493)
court-case: Francis Ross applied for an agricultural lease of section 31, block XVIII., Tuapeka East. No objection. Recommended for grant. (172, 1075, 317, 1104)
classified-ad: WANTED Known, that Mrs. Shon, of Wetherstones, is prepared to do Clear Starching, &c., at 6s. a day. She also takes in washing at 4s. per doz. (952, 743, 1097, 781)
divider (952, 957, 1097, 959)
meyer-trade: IRONMONGERS AND GROCERS, (978, 1154, 1091, 1164)
